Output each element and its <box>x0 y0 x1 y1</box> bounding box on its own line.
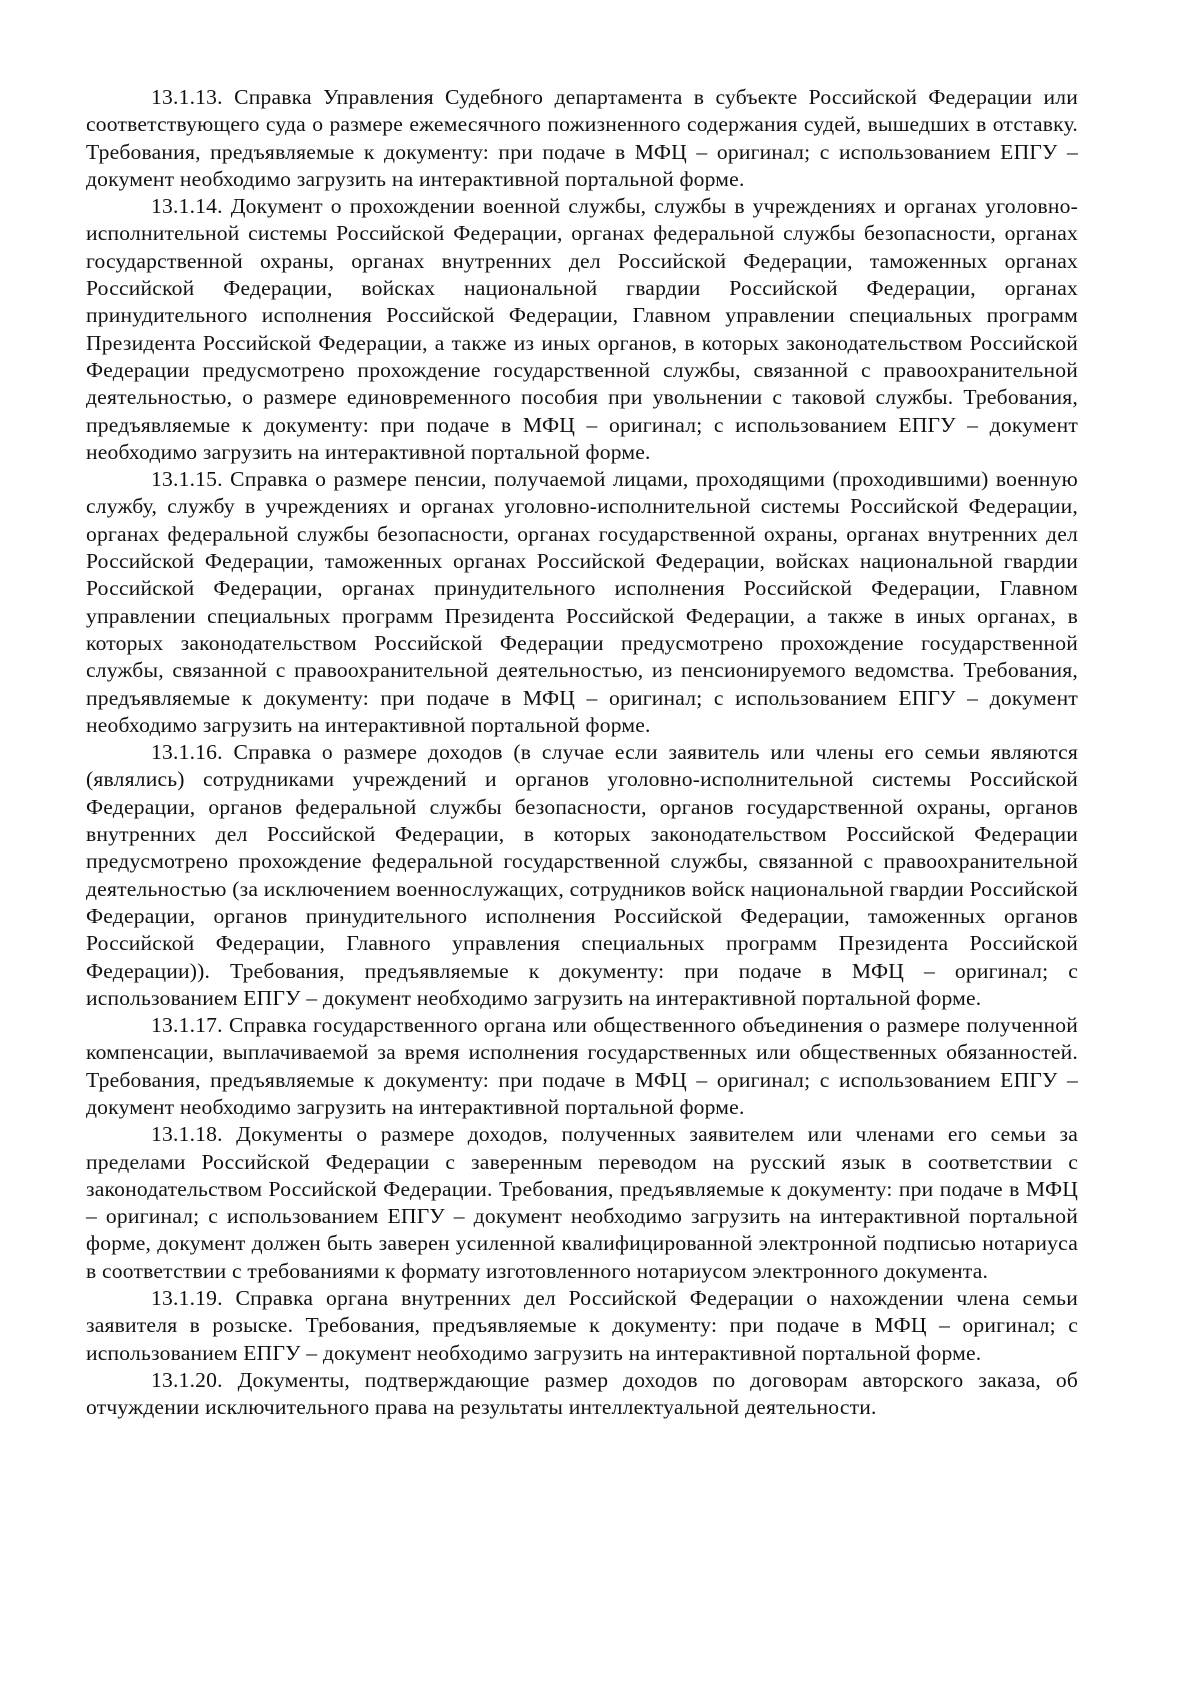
document-body <box>86 84 1078 1684</box>
paragraph-13-1-19: 13.1.19. Справка органа внутренних дел Российской Федерации о нахождении члена семьи заявителя в розыске. Требования, предъявляемые к документу: при подаче в МФЦ – оригинал; с использованием ЕПГУ – документ необходимо загрузить на интерактивной портальной форме. <box>86 1286 1078 1365</box>
paragraph-13-1-20: 13.1.20. Документы, подтверждающие размер доходов по договорам авторского заказа, об отчуждении исключительного права на результаты интеллектуальной деятельности. <box>86 1367 1078 1420</box>
paragraph-13-1-13: 13.1.13. Справка Управления Судебного департамента в субъекте Российской Федерации или соответствующего суда о размере ежемесячного пожизненного содержания судей, вышедших в отставку. Требования, предъявляемые к документу: при подаче в МФЦ – оригинал; с использованием ЕПГУ – документ необходимо загрузить на интерактивной портальной форме. <box>86 85 1078 191</box>
paragraph-13-1-16: 13.1.16. Справка о размере доходов (в случае если заявитель или члены его семьи являются (являлись) сотрудниками учреждений и органов уголовно-исполнительной системы Российской Федерации, органов федеральной службы безопасности, органов государственной охраны, органов внутренних дел Российской Федерации, в которых законодательством Российской Федерации предусмотрено прохождение федеральной государственной службы, связанной с правоохранительной деятельностью (за исключением военнослужащих, сотрудников войск национальной гвардии Российской Федерации, органов принудительного исполнения Российской Федерации, таможенных органов Российской Федерации, Главного управления специальных программ Президента Российской Федерации)). Требования, предъявляемые к документу: при подаче в МФЦ – оригинал; с использованием ЕПГУ – документ необходимо загрузить на интерактивной портальной форме. <box>86 740 1078 1010</box>
paragraph-13-1-18: 13.1.18. Документы о размере доходов, полученных заявителем или членами его семьи за пределами Российской Федерации с заверенным переводом на русский язык в соответствии с законодательством Российской Федерации. Требования, предъявляемые к документу: при подаче в МФЦ – оригинал; с использованием ЕПГУ – документ необходимо загрузить на интерактивной портальной форме, документ должен быть заверен усиленной квалифицированной электронной подписью нотариуса в соответствии с требованиями к формату изготовленного нотариусом электронного документа. <box>86 1122 1078 1283</box>
paragraph-13-1-17: 13.1.17. Справка государственного органа или общественного объединения о размере полученной компенсации, выплачиваемой за время исполнения государственных или общественных обязанностей. Требования, предъявляемые к документу: при подаче в МФЦ – оригинал; с использованием ЕПГУ – документ необходимо загрузить на интерактивной портальной форме. <box>86 1013 1078 1119</box>
paragraph-13-1-14: 13.1.14. Документ о прохождении военной службы, службы в учреждениях и органах уголовно-исполнительной системы Российской Федерации, органах федеральной службы безопасности, органах государственной охраны, органах внутренних дел Российской Федерации, таможенных органах Российской Федерации, войсках национальной гвардии Российской Федерации, органах принудительного исполнения Российской Федерации, Главном управлении специальных программ Президента Российской Федерации, а также из иных органов, в которых законодательством Российской Федерации предусмотрено прохождение государственной службы, связанной с правоохранительной деятельностью, о размере единовременного пособия при увольнении с таковой службы. Требования, предъявляемые к документу: при подаче в МФЦ – оригинал; с использованием ЕПГУ – документ необходимо загрузить на интерактивной портальной форме. <box>86 194 1078 464</box>
paragraph-13-1-15: 13.1.15. Справка о размере пенсии, получаемой лицами, проходящими (проходившими) военную службу, службу в учреждениях и органах уголовно-исполнительной системы Российской Федерации, органах федеральной службы безопасности, органах государственной охраны, органах внутренних дел Российской Федерации, таможенных органах Российской Федерации, войсках национальной гвардии Российской Федерации, органах принудительного исполнения Российской Федерации, Главном управлении специальных программ Президента Российской Федерации, а также в иных органах, в которых законодательством Российской Федерации предусмотрено прохождение государственной службы, связанной с правоохранительной деятельностью, из пенсионируемого ведомства. Требования, предъявляемые к документу: при подаче в МФЦ – оригинал; с использованием ЕПГУ – документ необходимо загрузить на интерактивной портальной форме. <box>86 467 1078 737</box>
